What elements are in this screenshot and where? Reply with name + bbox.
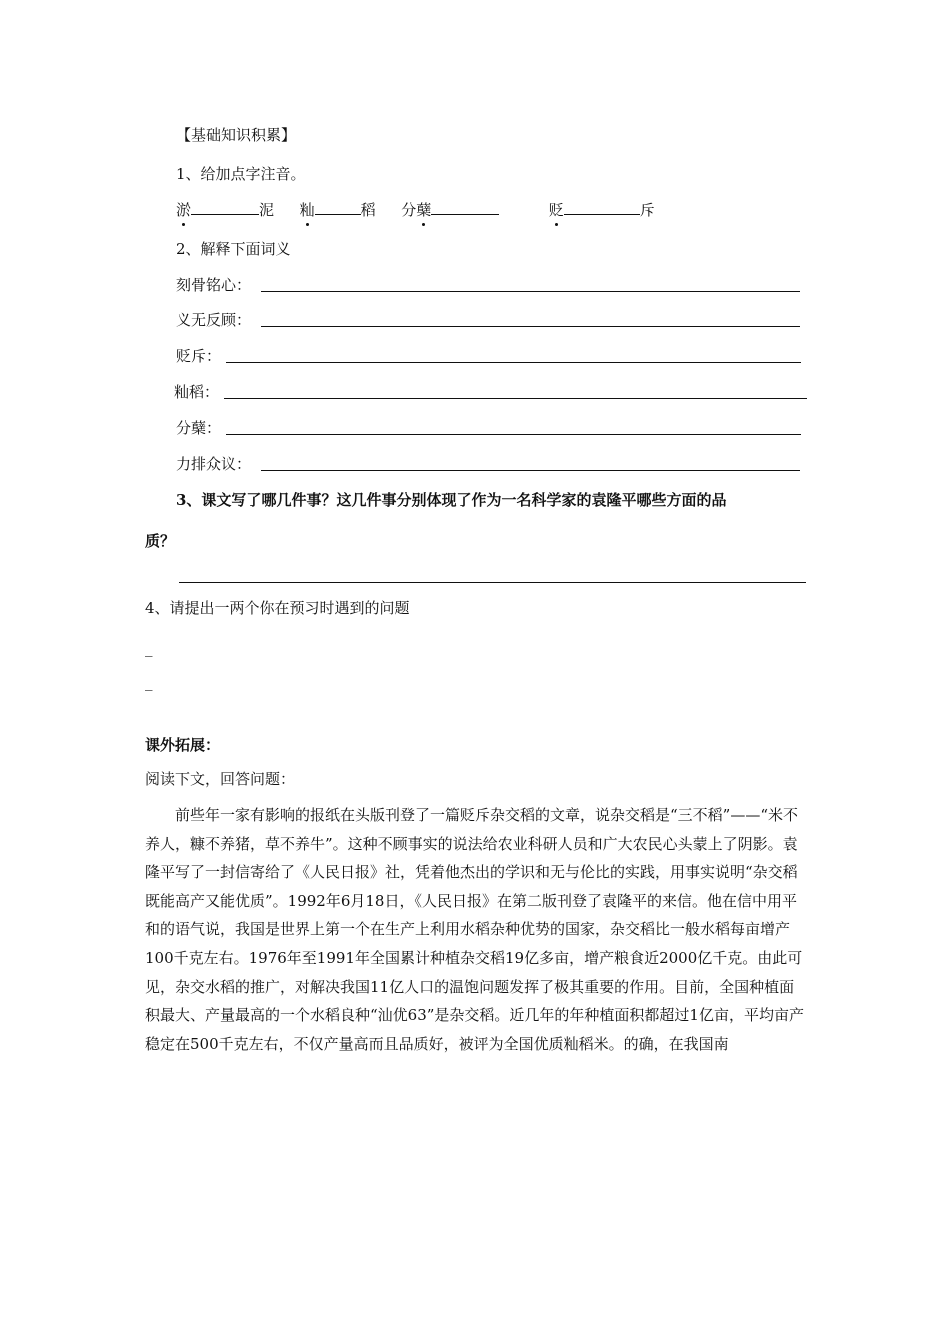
q4-answer-mark-2[interactable]: _ — [145, 673, 153, 691]
q2-prompt: 2、解释下面词义 — [176, 240, 291, 258]
q1-pre-3: 分 — [401, 201, 417, 219]
q2-answer-line-2[interactable] — [261, 326, 800, 327]
q2-term-3: 贬斥： — [176, 347, 222, 365]
q2-term-6: 力排众议： — [176, 455, 252, 473]
q1-blank-4[interactable] — [564, 200, 640, 215]
q3-question-line2: 质？ — [145, 532, 176, 550]
q1-items — [176, 200, 655, 220]
q2-term-4: 籼稻： — [174, 383, 220, 401]
q1-blank-2[interactable] — [315, 200, 361, 215]
q2-answer-line-1[interactable] — [261, 291, 800, 292]
q2-term-5: 分蘖： — [176, 419, 222, 437]
q4-answer-mark-1[interactable]: _ — [145, 639, 153, 657]
reading-passage — [145, 801, 807, 1058]
reading-passage-text: 前些年一家有影响的报纸在头版刊登了一篇贬斥杂交稻的文章，说杂交稻是“三不稻”——“米不养人，糠不养猪，草不养牛”。这种不顾事实的说法给农业科研人员和广大农民心头蒙上了阴影。袁隆平写了一封信寄给了《人民日报》社，凭着他杰出的学识和无与伦比的实践，用事实说明“杂交稻既能高产又能优质”。1992年6月18日，《人民日报》在第二版刊登了袁隆平的来信。他在信中用平和的语气说，我国是世界上第一个在生产上利用水稻杂种优势的国家，杂交稻比一般水稻每亩增产100千克左右。1976年至1991年全国累计种植杂交稻19亿多亩，增产粮食近2000亿千克。由此可见，杂交水稻的推广，对解决我国11亿人口的温饱问题发挥了极其重要的作用。目前，全国种植面积最大、产量最高的一个水稻良种“汕优63”是杂交稻。近几年的年种植面积都超过1亿亩，平均亩产稳定在500千克左右，不仅产量高而且品质好，被评为全国优质籼稻米。的确，在我国南 — [145, 806, 804, 1053]
q3-question-line1: 3、课文写了哪几件事？这几件事分别体现了作为一名科学家的袁隆平哪些方面的品 — [176, 491, 727, 509]
q1-char-4: 贬 — [548, 201, 564, 219]
q1-tail-2: 稻 — [360, 201, 376, 219]
q1-tail-1: 泥 — [259, 201, 275, 219]
q1-char-2: 籼 — [299, 201, 315, 219]
q2-answer-line-6[interactable] — [261, 470, 800, 471]
q4-prompt: 4、请提出一两个你在预习时遇到的问题 — [145, 599, 410, 617]
q2-answer-line-3[interactable] — [226, 362, 801, 363]
q1-char-1: 淤 — [176, 201, 192, 219]
extension-instruction: 阅读下文，回答问题： — [145, 770, 296, 788]
extension-title: 课外拓展： — [145, 736, 221, 754]
q1-char-3: 蘖 — [416, 201, 432, 219]
section-title-basic: 【基础知识积累】 — [176, 126, 297, 144]
q3-answer-line[interactable] — [179, 582, 806, 583]
q2-term-1: 刻骨铭心： — [176, 276, 252, 294]
q1-tail-4: 斥 — [639, 201, 655, 219]
q2-answer-line-4[interactable] — [224, 398, 807, 399]
q2-term-2: 义无反顾： — [176, 311, 252, 329]
q2-answer-line-5[interactable] — [226, 434, 801, 435]
q1-blank-3[interactable] — [431, 200, 499, 215]
q1-prompt: 1、给加点字注音。 — [176, 165, 306, 183]
q1-blank-1[interactable] — [191, 200, 259, 215]
